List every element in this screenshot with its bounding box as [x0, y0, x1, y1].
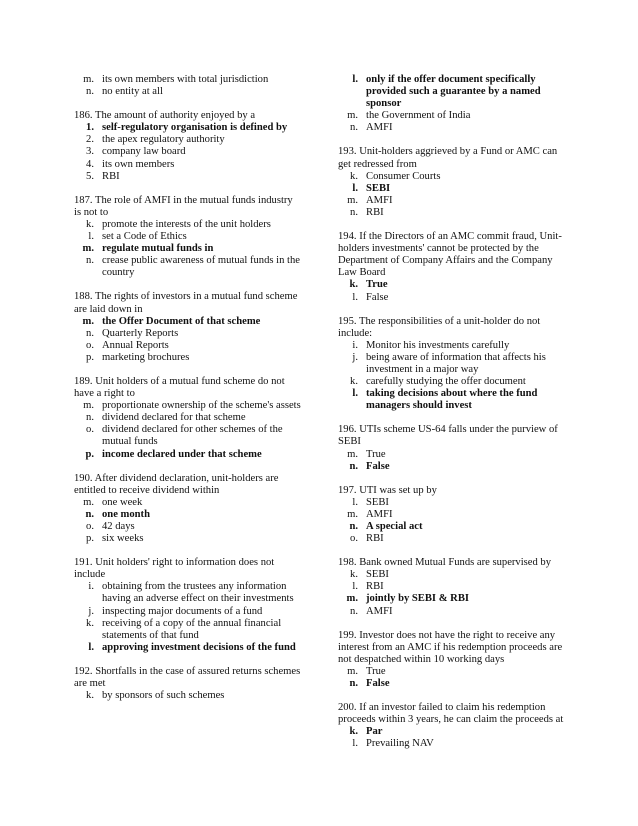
option-marker: l.	[352, 74, 358, 85]
option-marker: m.	[347, 110, 358, 122]
option-marker: m.	[83, 496, 94, 508]
answer-option	[74, 352, 301, 364]
option-marker: p.	[85, 448, 94, 460]
option-marker: m.	[347, 508, 358, 520]
answer-option	[74, 231, 301, 243]
question-text: 196. UTIs scheme US-64 falls under the purview of SEBI	[338, 424, 558, 448]
option-text: False	[366, 678, 390, 690]
option-marker: l.	[352, 738, 358, 750]
option-text: RBI	[102, 170, 120, 182]
option-text: True	[366, 665, 386, 677]
option-text: AMFI	[366, 605, 393, 617]
option-marker: k.	[86, 690, 94, 702]
answer-option	[74, 171, 301, 183]
option-marker: k.	[349, 726, 358, 738]
answer-option	[74, 606, 301, 618]
option-text: RBI	[366, 581, 384, 593]
option-text: Annual Reports	[102, 339, 169, 351]
option-list	[74, 497, 301, 545]
option-marker: j.	[88, 605, 94, 617]
option-list	[338, 497, 564, 545]
answer-option-highlighted	[74, 122, 301, 134]
answer-option	[338, 122, 564, 134]
option-marker: m.	[347, 665, 358, 677]
left-column	[74, 74, 301, 714]
option-text: AMFI	[366, 122, 393, 134]
question-text: 186. The amount of authority enjoyed by a	[74, 110, 256, 122]
option-text: A special act	[366, 521, 423, 532]
option-marker: l.	[352, 496, 358, 508]
option-marker: l.	[352, 182, 358, 194]
option-text: approving investment decisions of the fund	[102, 641, 296, 653]
option-text: marketing brochures	[102, 351, 190, 363]
question-text: 198. Bank owned Mutual Funds are supervised by	[338, 557, 552, 569]
option-text: obtaining from the trustees any information having an adverse effect on their investments	[102, 581, 294, 605]
option-list	[338, 74, 564, 134]
option-text: AMFI	[366, 194, 393, 206]
option-text: jointly by SEBI & RBI	[366, 593, 470, 605]
option-text: AMFI	[366, 508, 393, 520]
option-marker: m.	[347, 448, 358, 460]
option-text: set a Code of Ethics	[102, 231, 187, 243]
question-block	[338, 630, 564, 690]
answer-option	[74, 497, 301, 509]
answer-option-highlighted	[338, 74, 564, 110]
option-marker: i.	[88, 581, 94, 593]
option-text: the apex regulatory authority	[102, 134, 225, 146]
answer-option	[338, 110, 564, 122]
option-text: one month	[102, 508, 150, 520]
answer-option	[338, 376, 564, 388]
answer-option	[338, 352, 564, 376]
question-text: 197. UTI was set up by	[338, 484, 437, 496]
option-text: the Offer Document of that scheme	[102, 315, 261, 327]
option-marker: p.	[86, 351, 94, 363]
question-text: 189. Unit holders of a mutual fund scheme do not have a right to	[74, 375, 285, 400]
answer-option	[74, 424, 301, 448]
question-block	[338, 316, 564, 413]
answer-option	[74, 159, 301, 171]
answer-option	[338, 497, 564, 509]
option-list	[338, 666, 564, 690]
option-marker: m.	[346, 593, 358, 605]
option-marker: o.	[86, 339, 94, 351]
question-text: 199. Investor does not have the right to receive any interest from an AMC if his redemption proceeds are not despatched within 10 working days	[338, 629, 563, 665]
answer-option	[74, 533, 301, 545]
option-list	[338, 279, 564, 303]
answer-option	[74, 219, 301, 231]
answer-option	[338, 207, 564, 219]
question-block	[338, 231, 564, 304]
option-list	[338, 449, 564, 473]
answer-option	[74, 134, 301, 146]
option-text: SEBI	[366, 182, 391, 194]
option-marker: m.	[83, 74, 94, 85]
question-block	[74, 110, 301, 183]
option-text: dividend declared for other schemes of the mutual funds	[102, 424, 283, 448]
answer-option	[338, 340, 564, 352]
answer-option	[74, 255, 301, 279]
question-text: 190. After dividend declaration, unit-holders are entitled to receive dividend within	[74, 472, 279, 496]
option-marker: n.	[86, 327, 94, 339]
option-marker: k.	[86, 617, 94, 629]
option-text: six weeks	[102, 533, 144, 545]
answer-option	[74, 74, 301, 86]
option-marker: k.	[349, 279, 358, 291]
option-marker: o.	[86, 521, 94, 532]
option-marker: 1.	[86, 122, 94, 134]
answer-option-highlighted	[338, 279, 564, 291]
question-text: 195. The responsibilities of a unit-holder do not include:	[338, 315, 541, 339]
answer-option-highlighted	[74, 642, 301, 654]
option-text: self-regulatory organisation is defined by	[102, 122, 288, 134]
answer-option-highlighted	[74, 449, 301, 461]
question-block	[74, 195, 301, 280]
option-text: Prevailing NAV	[366, 738, 434, 750]
option-list	[74, 581, 301, 654]
option-marker: n.	[86, 255, 94, 267]
question-block	[74, 74, 301, 98]
option-text: income declared under that scheme	[102, 448, 262, 460]
option-marker: n.	[350, 122, 358, 134]
answer-option	[338, 195, 564, 207]
option-marker: n.	[349, 678, 358, 690]
answer-option-highlighted	[338, 521, 564, 533]
option-text: its own members with total jurisdiction	[102, 74, 269, 85]
answer-option	[338, 606, 564, 618]
option-text: proportionate ownership of the scheme's assets	[102, 400, 301, 412]
answer-option-highlighted	[338, 726, 564, 738]
answer-option-highlighted	[338, 388, 564, 412]
option-marker: l.	[88, 231, 94, 243]
question-block	[338, 702, 564, 750]
question-block	[74, 473, 301, 546]
option-text: Quarterly Reports	[102, 327, 179, 339]
question-text: 187. The role of AMFI in the mutual funds industry is not to	[74, 194, 293, 218]
option-text: False	[366, 460, 390, 472]
answer-option	[338, 449, 564, 461]
option-list	[74, 122, 301, 182]
option-marker: k.	[350, 569, 358, 581]
option-text: promote the interests of the unit holders	[102, 218, 271, 230]
option-marker: p.	[86, 533, 94, 545]
answer-option-highlighted	[74, 316, 301, 328]
option-marker: 3.	[86, 146, 94, 158]
option-text: SEBI	[366, 569, 389, 581]
option-text: the Government of India	[366, 110, 471, 122]
option-text: by sponsors of such schemes	[102, 690, 225, 702]
option-text: inspecting major documents of a fund	[102, 605, 263, 617]
option-text: taking decisions about where the fund managers should invest	[366, 388, 538, 412]
option-text: regulate mutual funds in	[102, 243, 214, 255]
answer-option	[74, 400, 301, 412]
question-text: 192. Shortfalls in the case of assured returns schemes are met	[74, 665, 301, 690]
option-list	[74, 219, 301, 279]
option-text: only if the offer document specifically provided such a guarantee by a named sponsor	[366, 74, 541, 110]
option-marker: n.	[86, 412, 94, 424]
answer-option-highlighted	[338, 183, 564, 195]
option-marker: n.	[349, 521, 358, 532]
option-marker: n.	[85, 508, 94, 520]
option-marker: n.	[350, 206, 358, 218]
option-list	[74, 316, 301, 364]
option-marker: k.	[86, 218, 94, 230]
answer-option	[338, 533, 564, 545]
option-marker: m.	[347, 194, 358, 206]
question-block	[338, 485, 564, 545]
option-list	[338, 171, 564, 219]
option-list	[338, 726, 564, 750]
option-list	[338, 340, 564, 413]
question-block	[338, 557, 564, 617]
option-text: Consumer Courts	[366, 170, 441, 182]
answer-option	[74, 521, 301, 533]
answer-option	[338, 738, 564, 750]
answer-option-highlighted	[74, 243, 301, 255]
option-marker: o.	[86, 424, 94, 436]
option-marker: 5.	[86, 170, 94, 182]
answer-option	[338, 569, 564, 581]
option-text: Par	[366, 726, 383, 738]
option-marker: o.	[350, 533, 358, 545]
option-marker: i.	[352, 339, 358, 351]
question-block	[74, 557, 301, 654]
option-text: dividend declared for that scheme	[102, 412, 246, 424]
question-block	[338, 74, 564, 134]
option-text: 42 days	[102, 521, 135, 532]
option-marker: n.	[86, 86, 94, 98]
answer-option	[74, 86, 301, 98]
answer-option	[74, 412, 301, 424]
option-marker: l.	[88, 641, 94, 653]
answer-option-highlighted	[338, 593, 564, 605]
option-marker: n.	[349, 460, 358, 472]
option-marker: k.	[350, 170, 358, 182]
option-text: being aware of information that affects his investment in a major way	[366, 351, 546, 375]
answer-option	[74, 146, 301, 158]
option-list	[74, 690, 301, 702]
option-text: SEBI	[366, 496, 389, 508]
option-list	[338, 569, 564, 617]
option-marker: l.	[352, 388, 358, 400]
answer-option	[338, 509, 564, 521]
option-marker: 4.	[86, 158, 94, 170]
answer-option	[338, 171, 564, 183]
option-text: True	[366, 279, 388, 291]
option-marker: j.	[352, 351, 358, 363]
question-text: 193. Unit-holders aggrieved by a Fund or AMC can get redressed from	[338, 146, 558, 170]
option-text: False	[366, 291, 389, 303]
question-block	[338, 424, 564, 472]
question-block	[74, 376, 301, 461]
answer-option	[74, 690, 301, 702]
option-marker: k.	[350, 376, 358, 388]
right-column	[338, 74, 564, 763]
option-text: one week	[102, 496, 143, 508]
option-marker: l.	[352, 581, 358, 593]
answer-option	[74, 581, 301, 605]
answer-option-highlighted	[338, 678, 564, 690]
option-text: company law board	[102, 146, 186, 158]
answer-option	[338, 666, 564, 678]
option-marker: l.	[352, 291, 358, 303]
answer-option-highlighted	[74, 509, 301, 521]
option-marker: m.	[82, 243, 94, 255]
question-text: 191. Unit holders' right to information does not include	[74, 557, 275, 581]
option-text: Monitor his investments carefully	[366, 339, 510, 351]
option-list	[74, 74, 301, 98]
answer-option	[74, 618, 301, 642]
answer-option	[74, 340, 301, 352]
answer-option	[338, 292, 564, 304]
answer-option-highlighted	[338, 461, 564, 473]
option-text: RBI	[366, 206, 384, 218]
option-marker: m.	[83, 400, 94, 412]
option-text: True	[366, 448, 386, 460]
answer-option	[74, 328, 301, 340]
question-block	[338, 146, 564, 219]
option-list	[74, 400, 301, 460]
option-marker: 2.	[86, 134, 94, 146]
option-marker: n.	[350, 605, 358, 617]
question-text: 194. If the Directors of an AMC commit fraud, Unit-holders investments' cannot be protected by the Department of Company Affairs and the Company Law Board	[338, 231, 562, 279]
option-text: crease public awareness of mutual funds in the country	[102, 255, 300, 279]
question-text: 188. The rights of investors in a mutual fund scheme are laid down in	[74, 291, 298, 315]
option-text: its own members	[102, 158, 175, 170]
answer-option	[338, 581, 564, 593]
option-text: receiving of a copy of the annual financial statements of that fund	[102, 617, 282, 641]
option-text: carefully studying the offer document	[366, 376, 526, 388]
question-block	[74, 666, 301, 702]
question-block	[74, 291, 301, 364]
option-text: RBI	[366, 533, 384, 545]
question-text: 200. If an investor failed to claim his redemption proceeds within 3 years, he can claim the proceeds at	[338, 702, 564, 726]
option-text: no entity at all	[102, 86, 163, 98]
option-marker: m.	[82, 315, 94, 327]
